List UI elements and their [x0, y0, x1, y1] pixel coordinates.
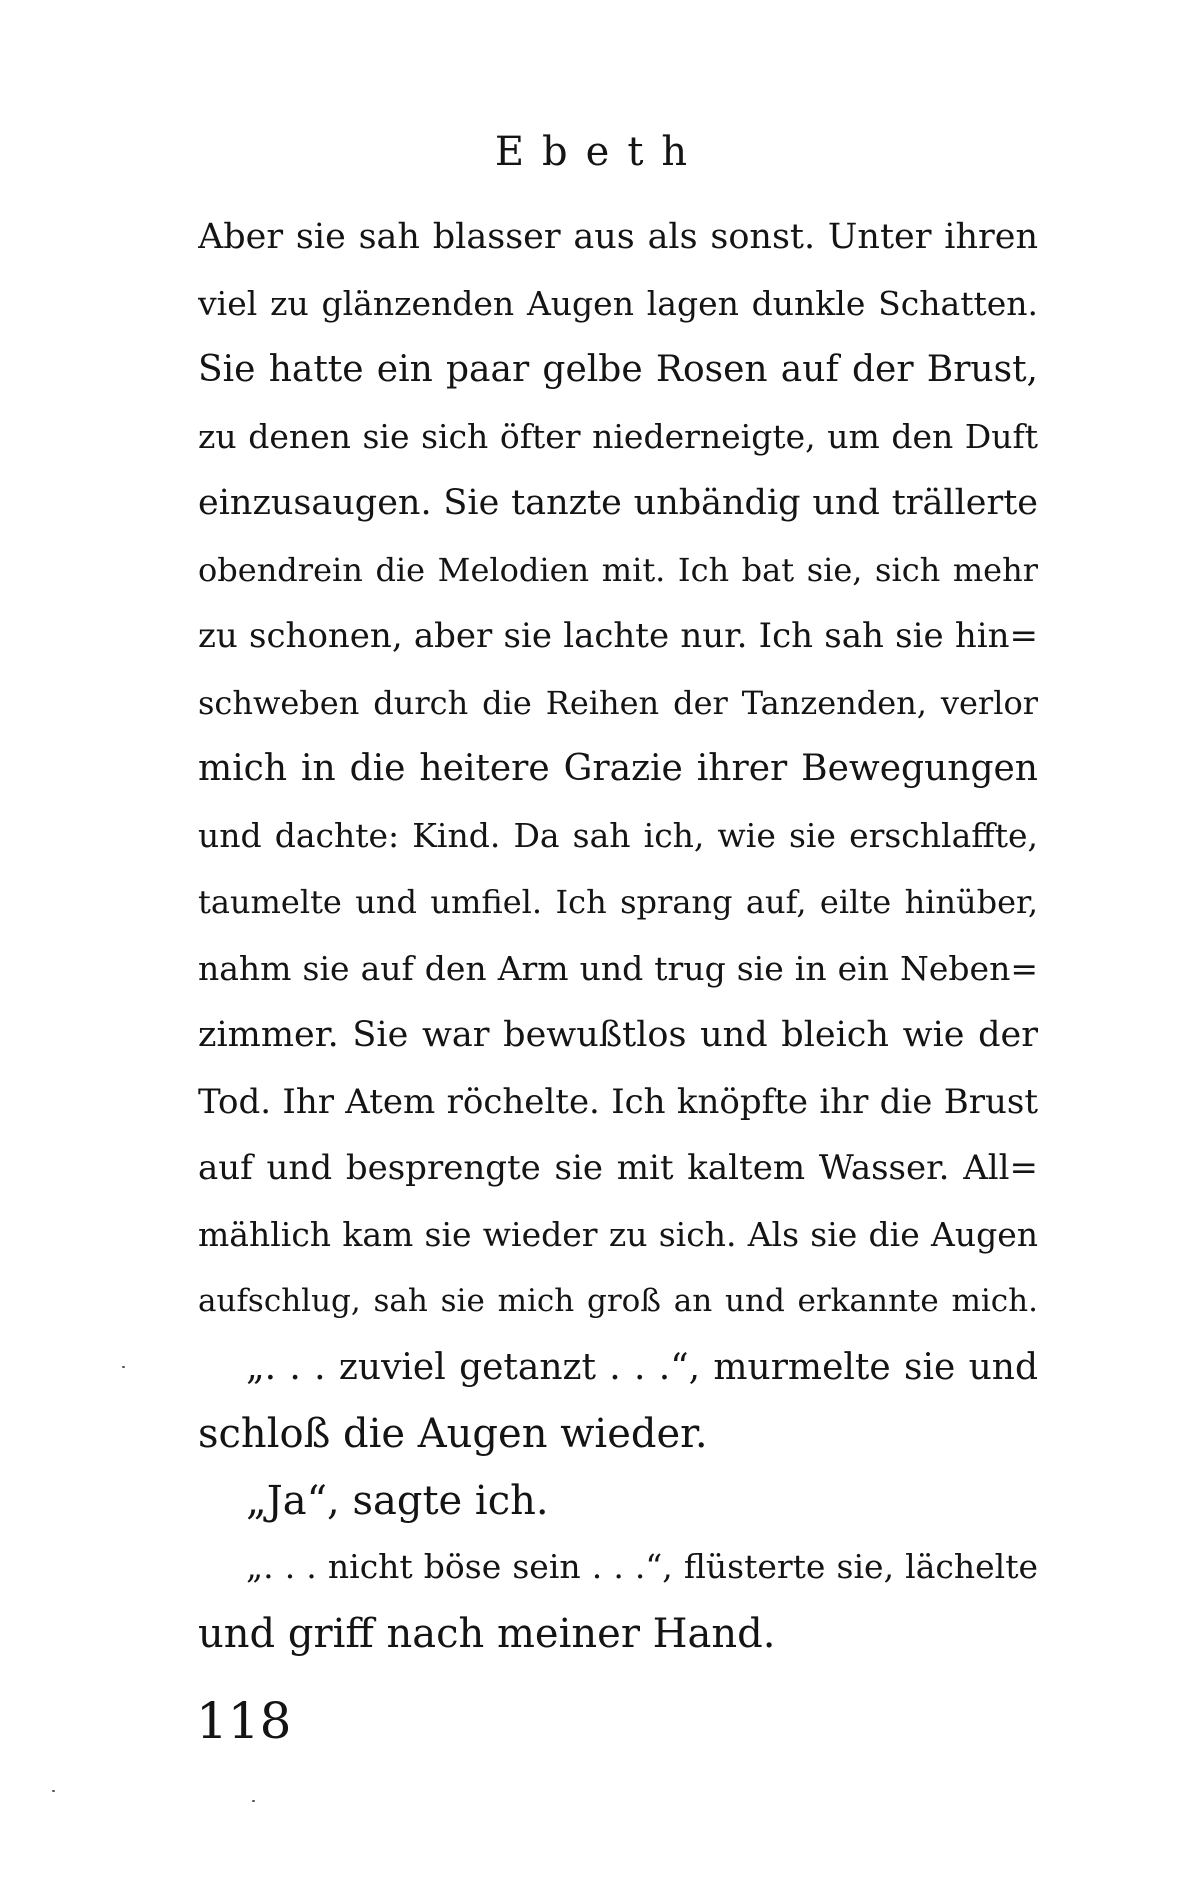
page-number: 118 [196, 1692, 292, 1750]
text-line: nahm sie auf den Arm und trug sie in ein Neben= [198, 948, 1038, 988]
text-line: obendrein die Melodien mit. Ich bat sie, sich mehr [198, 550, 1038, 589]
paper-speck [122, 1366, 125, 1368]
text-line: schloß die Augen wieder. [198, 1411, 708, 1457]
text-line: taumelte und umfiel. Ich sprang auf, eilte hinüber, [198, 883, 1038, 921]
text-line: einzusaugen. Sie tanzte unbändig und trällerte [198, 483, 1038, 523]
text-line: „. . . nicht böse sein . . .“, flüsterte sie, lächelte [246, 1547, 1038, 1586]
text-line: und dachte: Kind. Da sah ich, wie sie erschlaffte, [198, 815, 1038, 855]
text-line: zimmer. Sie war bewußtlos und bleich wie der [198, 1015, 1038, 1055]
body-text [198, 204, 1038, 1667]
text-line: auf und besprengte sie mit kaltem Wasser. All= [198, 1148, 1038, 1188]
text-line: Aber sie sah blasser aus als sonst. Unter ihren [198, 217, 1038, 257]
running-head: Ebeth [494, 129, 706, 175]
text-line: aufschlug, sah sie mich groß an und erkannte mich. [198, 1283, 1038, 1319]
text-line: „Ja“, sagte ich. [246, 1477, 549, 1524]
text-line: Sie hatte ein paar gelbe Rosen auf der Brust, [198, 349, 1038, 390]
text-line: und griff nach meiner Hand. [198, 1610, 776, 1657]
text-line: Tod. Ihr Atem röchelte. Ich knöpfte ihr die Brust [198, 1081, 1038, 1122]
paper-speck [52, 1790, 55, 1792]
paper-speck [252, 1800, 255, 1802]
text-line: viel zu glänzenden Augen lagen dunkle Schatten. [198, 283, 1038, 323]
text-line: schweben durch die Reihen der Tanzenden, verlor [198, 683, 1038, 722]
text-line: „. . . zuviel getanzt . . .“, murmelte sie und [246, 1346, 1038, 1388]
text-line: zu denen sie sich öfter niederneigte, um den Duft [198, 416, 1038, 456]
text-line: zu schonen, aber sie lachte nur. Ich sah sie hin= [198, 616, 1038, 656]
text-line: mich in die heitere Grazie ihrer Bewegungen [198, 748, 1038, 789]
text-line: mählich kam sie wieder zu sich. Als sie die Augen [198, 1214, 1038, 1254]
